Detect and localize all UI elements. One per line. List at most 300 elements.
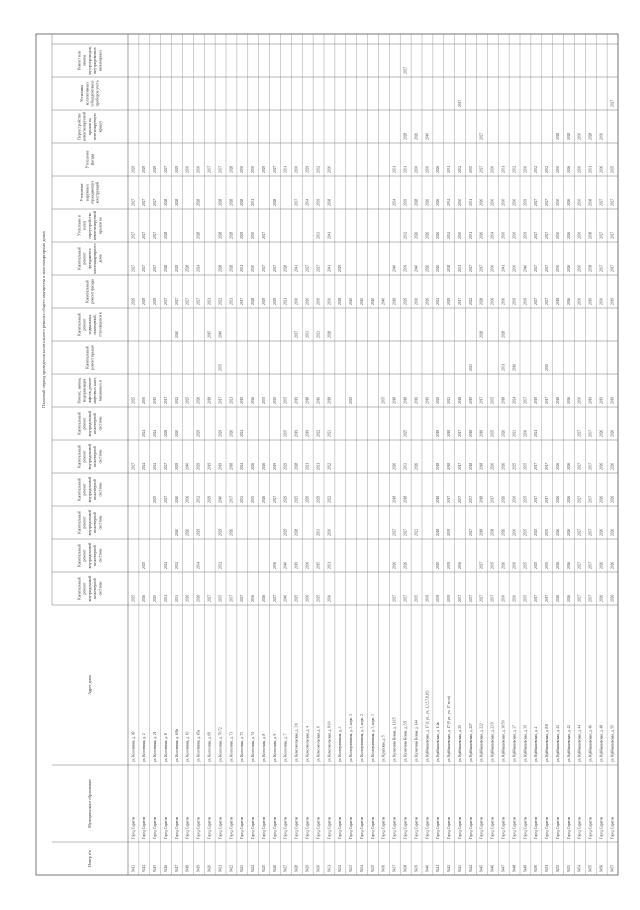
year-cell: 2018 [479, 495, 484, 503]
year-cell: 2017 [240, 297, 245, 305]
year-cell: 2027 [403, 66, 408, 74]
year-cell: 2039 [316, 198, 321, 206]
row-number: 9441 [436, 864, 441, 872]
year-cell: 2028 [218, 231, 223, 239]
year-cell: 2025 [436, 396, 441, 404]
year-cell: 2041 [327, 264, 332, 272]
row-number: 9456 [599, 864, 604, 872]
year-cell: 2027 [142, 231, 147, 239]
year-cell: 2027 [479, 132, 484, 140]
year-cell: 2029 [131, 165, 136, 173]
year-cell: 2026 [599, 462, 604, 470]
year-cell: 2035 [468, 165, 473, 173]
year-cell: 2032 [534, 165, 539, 173]
year-cell: 2024 [512, 396, 517, 404]
header-label-w0: ремонт [82, 582, 87, 595]
year-cell: 2032 [218, 561, 223, 569]
year-cell: 2029 [196, 462, 201, 470]
year-cell: 2029 [283, 528, 288, 536]
year-cell: 2028 [501, 330, 506, 338]
year-cell: 2033 [240, 495, 245, 503]
row-number: 9454 [577, 864, 582, 872]
year-cell: 2026 [566, 528, 571, 536]
header-label-w12: ограждающих [90, 180, 95, 205]
year-cell: 2025 [534, 561, 539, 569]
year-cell: 2035 [523, 528, 528, 536]
year-cell: 2027 [305, 264, 310, 272]
year-cell: 2025 [153, 594, 158, 602]
year-cell: 2035 [523, 594, 528, 602]
year-cell: 2018 [479, 462, 484, 470]
year-cell: 2029 [174, 165, 179, 173]
year-cell: 2040 [523, 264, 528, 272]
year-cell: 2027 [534, 231, 539, 239]
year-cell: 2027 [131, 264, 136, 272]
row-address: ул. Колхозная, д. 7 [283, 733, 288, 762]
year-cell: 2037 [218, 165, 223, 173]
year-cell: 2017 [218, 396, 223, 404]
row-number: 9448 [512, 864, 517, 872]
year-cell: 2017 [457, 462, 462, 470]
year-cell: 2039 [436, 594, 441, 602]
year-cell: 2038 [588, 264, 593, 272]
year-cell: 2027 [610, 198, 615, 206]
year-cell: 2040 [218, 330, 223, 338]
year-cell: 2040 [436, 264, 441, 272]
year-cell: 2031 [457, 264, 462, 272]
header-label-w16: замена [82, 54, 87, 67]
year-cell: 2035 [251, 495, 256, 503]
year-cell: 2027 [163, 495, 168, 503]
year-cell: 2031 [447, 165, 452, 173]
year-cell: 2040 [414, 264, 419, 272]
year-cell: 2026 [610, 429, 615, 437]
year-cell: 2027 [610, 231, 615, 239]
year-cell: 2027 [577, 594, 582, 602]
year-cell: 2025 [316, 594, 321, 602]
year-cell: 2037 [588, 528, 593, 536]
year-cell: 2028 [283, 264, 288, 272]
row-municipality: Город Саратов [490, 816, 495, 839]
year-cell: 2030 [512, 528, 517, 536]
year-cell: 2037 [588, 462, 593, 470]
year-cell: 2018 [555, 297, 560, 305]
year-cell: 2017 [457, 429, 462, 437]
row-address: ул. Колхозная, д. 8 [261, 733, 266, 762]
row-address: ул. Кологвина, д. 6/8а [174, 728, 179, 762]
year-cell: 2029 [338, 264, 343, 272]
row-number: 9453 [566, 864, 571, 872]
year-cell: 2018 [207, 396, 212, 404]
year-cell: 2030 [599, 297, 604, 305]
row-municipality: Город Саратов [327, 816, 332, 839]
row-address: ул. Кузнечная Новая, д. 144 [414, 720, 419, 762]
year-cell: 2026 [142, 594, 147, 602]
year-cell: 2026 [185, 594, 190, 602]
year-cell: 2030 [512, 264, 517, 272]
year-cell: 2030 [327, 528, 332, 536]
year-cell: 2017 [534, 462, 539, 470]
year-cell: 2026 [566, 264, 571, 272]
year-cell: 2030 [555, 165, 560, 173]
year-cell: 2033 [174, 594, 179, 602]
year-cell: 2025 [294, 594, 299, 602]
header-label-w12: Утепление [80, 183, 85, 202]
row-municipality: Город Саратов [261, 816, 266, 839]
year-cell: 2036 [305, 594, 310, 602]
year-cell: 2039 [512, 297, 517, 305]
year-cell: 2023 [316, 330, 321, 338]
year-cell: 2019 [610, 297, 615, 305]
year-cell: 2032 [174, 561, 179, 569]
year-cell: 2022 [327, 462, 332, 470]
year-cell: 2021 [229, 396, 234, 404]
year-cell: 2029 [207, 495, 212, 503]
row-number: 9447 [501, 864, 506, 872]
year-cell: 2034 [490, 231, 495, 239]
year-cell: 2027 [403, 528, 408, 536]
header-label-w1: Капитальный [77, 544, 82, 567]
row-address: ул. Кооперативная, д. 3, корп. 2 [359, 714, 364, 762]
year-cell: 2027 [163, 165, 168, 173]
year-cell: 2032 [403, 231, 408, 239]
row-number: 9455 [588, 864, 593, 872]
year-cell: 2017 [545, 495, 550, 503]
row-address: ул. Куйбышевская, д. 17 (1 ул., уч. 1,3,5,7,8,10) [425, 690, 430, 762]
row-number: 9422 [229, 864, 234, 872]
row-municipality: Город Саратов [414, 816, 419, 839]
year-cell: 2026 [501, 495, 506, 503]
year-cell: 2040 [283, 561, 288, 569]
year-cell: 2026 [555, 462, 560, 470]
year-cell: 2030 [599, 132, 604, 140]
row-municipality: Город Саратов [501, 816, 506, 839]
header-label-w6: машинных и [98, 379, 103, 402]
year-cell: 2035 [381, 396, 386, 404]
year-cell: 2033 [316, 231, 321, 239]
row-number: 9434 [359, 864, 364, 872]
header-label-w5: Капитальный [77, 412, 82, 435]
year-cell: 2028 [218, 198, 223, 206]
row-address: ул. Комсомольская, д. 4 [305, 726, 310, 762]
header-label-w8: относящихся к [98, 312, 103, 337]
year-cell: 2030 [512, 561, 517, 569]
year-cell: 2030 [577, 198, 582, 206]
year-cell: 2018 [555, 396, 560, 404]
year-cell: 2017 [457, 99, 462, 107]
year-cell: 2024 [240, 462, 245, 470]
year-cell: 2040 [174, 495, 179, 503]
year-cell: 2018 [479, 528, 484, 536]
year-cell: 2026 [610, 561, 615, 569]
year-cell: 2026 [599, 495, 604, 503]
year-cell: 2026 [566, 231, 571, 239]
year-cell: 2018 [229, 462, 234, 470]
row-address: ул. Кологвина, д. 2 [142, 733, 147, 762]
year-cell: 2017 [534, 594, 539, 602]
year-cell: 2027 [272, 594, 277, 602]
year-cell: 2030 [251, 231, 256, 239]
year-cell: 2033 [403, 462, 408, 470]
year-cell: 2027 [174, 297, 179, 305]
header-label-w7: ремонт крыши [90, 345, 95, 370]
year-cell: 2027 [534, 297, 539, 305]
year-cell: 2018 [468, 462, 473, 470]
row-number: 9435 [370, 864, 375, 872]
row-municipality: Город Саратов [479, 816, 484, 839]
year-cell: 2027 [153, 264, 158, 272]
row-number: 9452 [555, 864, 560, 872]
row-number: 9417 [174, 864, 179, 872]
year-cell: 2037 [457, 594, 462, 602]
year-cell: 2029 [305, 165, 310, 173]
year-cell: 2015 [316, 561, 321, 569]
year-cell: 2026 [392, 561, 397, 569]
year-cell: 2028 [240, 198, 245, 206]
year-cell: 2039 [447, 528, 452, 536]
year-cell: 2029 [218, 429, 223, 437]
year-cell: 2020 [174, 429, 179, 437]
row-address: ул. Куйбышевская, д. 8/8 [545, 724, 550, 762]
row-municipality: Город Саратов [338, 816, 343, 839]
header-label-w14: невентилируемой [82, 111, 87, 142]
year-cell: 2026 [414, 231, 419, 239]
row-address: ул. Кологвина, д. 21 [153, 731, 158, 762]
row-address: ул. Куйбышевская, д. 39 [523, 725, 528, 762]
year-cell: 2026 [196, 594, 201, 602]
year-cell: 2027 [577, 495, 582, 503]
year-cell: 2018 [403, 396, 408, 404]
year-cell: 2030 [577, 165, 582, 173]
year-cell: 2030 [316, 297, 321, 305]
header-label-w4: внутридомовой [87, 443, 92, 470]
year-cell: 2027 [545, 264, 550, 272]
year-cell: 2019 [588, 396, 593, 404]
year-cell: 2027 [479, 165, 484, 173]
year-cell: 2030 [425, 165, 430, 173]
year-cell: 2028 [185, 264, 190, 272]
row-number: 9438 [403, 864, 408, 872]
year-cell: 2028 [218, 264, 223, 272]
year-cell: 2030 [501, 231, 506, 239]
year-cell: 2037 [588, 495, 593, 503]
row-number: 9433 [349, 864, 354, 872]
year-cell: 2037 [588, 429, 593, 437]
year-cell: 2039 [425, 594, 430, 602]
year-cell: 2019 [294, 429, 299, 437]
header-label-w15: коллективных [85, 81, 90, 106]
row-municipality: Город Саратов [447, 816, 452, 839]
year-cell: 2028 [294, 528, 299, 536]
row-number: 9449 [523, 864, 528, 872]
year-cell: 2032 [196, 495, 201, 503]
year-cell: 2020 [305, 495, 310, 503]
year-cell: 2025 [534, 528, 539, 536]
row-address: ул. Куйбышевская, д. 23/9 [490, 722, 495, 762]
year-cell: 2026 [566, 561, 571, 569]
header-label-w4: Капитальный [77, 445, 82, 468]
year-cell: 2028 [163, 429, 168, 437]
row-municipality: Город Саратов [185, 816, 190, 839]
year-cell: 2027 [577, 429, 582, 437]
year-cell: 2027 [142, 198, 147, 206]
year-cell: 2027 [392, 594, 397, 602]
year-cell: 2029 [447, 297, 452, 305]
year-cell: 2026 [436, 231, 441, 239]
year-cell: 2030 [512, 495, 517, 503]
year-cell: 2024 [163, 561, 168, 569]
year-cell: 2029 [283, 462, 288, 470]
row-address: ул. Куйбышевская, д. 48 [599, 725, 604, 762]
header-label-w13: фасада [90, 153, 95, 166]
year-cell: 2028 [251, 297, 256, 305]
year-cell: 2029 [196, 429, 201, 437]
year-cell: 2032 [457, 165, 462, 173]
year-cell: 2029 [142, 165, 147, 173]
year-cell: 2017 [490, 495, 495, 503]
year-cell: 2026 [261, 594, 266, 602]
year-cell: 2025 [131, 396, 136, 404]
year-cell: 2019 [599, 396, 604, 404]
year-cell: 2026 [261, 462, 266, 470]
year-cell: 2022 [174, 396, 179, 404]
year-cell: 2020 [436, 561, 441, 569]
year-cell: 2037 [523, 396, 528, 404]
year-cell: 2026 [229, 429, 234, 437]
year-cell: 2039 [403, 264, 408, 272]
year-cell: 2037 [490, 594, 495, 602]
year-cell: 2027 [599, 198, 604, 206]
row-municipality: Город Саратов [163, 816, 168, 839]
row-address: ул. Куйбышевская, д. 36/50 [501, 720, 506, 762]
year-cell: 2029 [131, 297, 136, 305]
header-label-w7: Капитальный [85, 346, 90, 369]
year-cell: 2019 [294, 561, 299, 569]
row-number: 9421 [218, 864, 223, 872]
year-cell: 2026 [261, 495, 266, 503]
row-address: ул. Куйбышевская, д. 17 (9 ул., уч. 17 по м) [447, 696, 452, 762]
row-number: 9431 [327, 864, 332, 872]
row-number: 9420 [207, 864, 212, 872]
year-cell: 2026 [599, 429, 604, 437]
row-municipality: Город Саратов [142, 816, 147, 839]
year-cell: 2041 [327, 231, 332, 239]
header-label-w15: (общедомовых) [90, 80, 95, 107]
year-cell: 2019 [207, 462, 212, 470]
year-cell: 2026 [501, 528, 506, 536]
row-municipality: Город Саратов [229, 816, 234, 839]
year-cell: 2024 [196, 264, 201, 272]
header-label-w4: системы [98, 449, 103, 464]
year-cell: 2026 [566, 462, 571, 470]
year-cell: 2030 [457, 231, 462, 239]
header-label-w14: крышу [98, 120, 103, 133]
row-municipality: Город Саратов [588, 816, 593, 839]
row-number: 9414 [142, 864, 147, 872]
header-label-w10: многоквартирного [93, 243, 98, 274]
year-cell: 2017 [447, 495, 452, 503]
year-cell: 2024 [240, 429, 245, 437]
row-municipality: Город Саратов [131, 816, 136, 839]
year-cell: 2030 [577, 264, 582, 272]
year-cell: 2018 [457, 396, 462, 404]
row-number: 9419 [196, 864, 201, 872]
year-cell: 2026 [501, 561, 506, 569]
year-cell: 2018 [392, 297, 397, 305]
row-municipality: Город Саратов [283, 816, 288, 839]
year-cell: 2035 [490, 396, 495, 404]
header-label-w11: невентилируемой [93, 210, 98, 241]
year-cell: 2026 [566, 297, 571, 305]
year-cell: 2035 [261, 396, 266, 404]
year-cell: 2021 [207, 297, 212, 305]
row-address: ул. Кузнечная Новая, д. 5/9 [403, 720, 408, 762]
row-address: ул. Куйбышевская, д. 1/4в [436, 722, 441, 762]
year-cell: 2019 [534, 396, 539, 404]
year-cell: 2024 [153, 429, 158, 437]
year-cell: 2027 [294, 330, 299, 338]
year-cell: 2030 [457, 198, 462, 206]
row-address: ул. Комсомольская, д. 6 [316, 726, 321, 762]
year-cell: 2027 [272, 495, 277, 503]
year-cell: 2019 [588, 297, 593, 305]
year-cell: 2029 [261, 165, 266, 173]
year-cell: 2030 [414, 297, 419, 305]
year-cell: 2029 [316, 495, 321, 503]
year-cell: 2026 [251, 462, 256, 470]
year-cell: 2034 [392, 198, 397, 206]
year-cell: 2029 [261, 297, 266, 305]
year-cell: 2026 [555, 528, 560, 536]
year-cell: 2019 [272, 462, 277, 470]
year-cell: 2029 [218, 528, 223, 536]
row-municipality: Город Саратов [359, 816, 364, 839]
year-cell: 2038 [327, 198, 332, 206]
row-number: 9413 [131, 864, 136, 872]
year-cell: 2027 [610, 99, 615, 107]
year-cell: 2018 [447, 429, 452, 437]
header-label-w4: ремонт [82, 450, 87, 463]
header-label-w6: модернизация [82, 378, 87, 403]
year-cell: 2031 [588, 165, 593, 173]
row-number: 9439 [414, 864, 419, 872]
year-cell: 2025 [142, 561, 147, 569]
header-label-w9: Капитальный [85, 280, 90, 303]
year-cell: 2035 [610, 165, 615, 173]
year-cell: 2020 [272, 396, 277, 404]
year-cell: 2023 [468, 363, 473, 371]
header-label-w2: внутридомовой [87, 509, 92, 536]
header-label-w16: мусоропроводов, [87, 46, 92, 75]
header-label-mun: Муниципальное образование [87, 779, 92, 828]
year-cell: 2023 [327, 429, 332, 437]
year-cell: 2031 [468, 231, 473, 239]
year-cell: 2039 [523, 231, 528, 239]
header-label-w0: внутридомовой [87, 575, 92, 602]
header-label-w6: лифтовых шахт, [93, 377, 98, 404]
year-cell: 2030 [512, 594, 517, 602]
year-cell: 2027 [240, 594, 245, 602]
row-address: ул. Комсомольская, д. 3/6 [294, 723, 299, 762]
year-cell: 2039 [523, 297, 528, 305]
year-cell: 2030 [240, 165, 245, 173]
row-municipality: Город Саратов [512, 816, 517, 839]
year-cell: 2030 [196, 165, 201, 173]
row-municipality: Город Саратов [370, 816, 375, 839]
year-cell: 2027 [545, 198, 550, 206]
year-cell: 2036 [501, 297, 506, 305]
year-cell: 2035 [283, 429, 288, 437]
